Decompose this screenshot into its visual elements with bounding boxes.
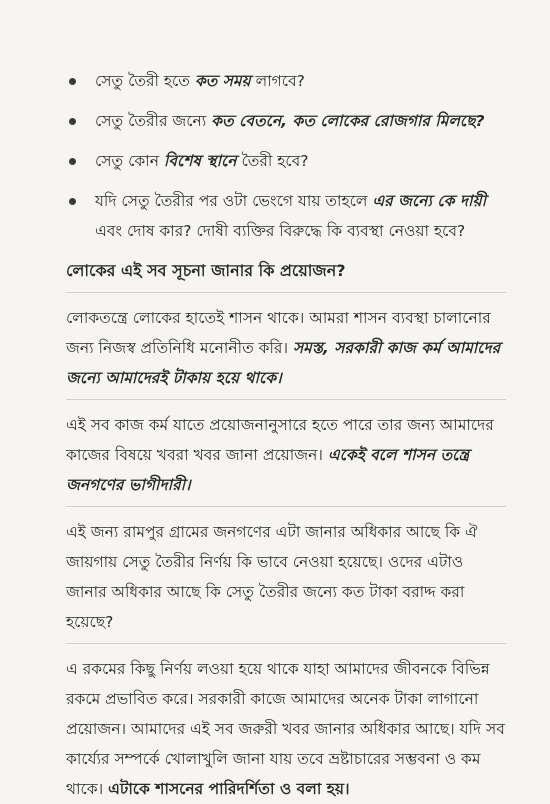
section-divider — [66, 643, 506, 644]
question-emphasis: কত সময় — [194, 72, 251, 90]
question-list — [66, 66, 506, 246]
question-text: সেতু তৈরী হতে — [95, 72, 195, 90]
question-text: যদি সেতু তৈরীর পর ওটা ভেংগে যায় তাহলে — [95, 192, 373, 210]
paragraph-rampur — [66, 517, 506, 637]
paragraph-text: এ রকমের কিছু নির্ণয় লওয়া হয়ে থাকে যাহা আমাদের জীবনকে বিভিন্ন রকমে প্রভাবিত করে। সরকারী কাজে আমাদের অনেক টাকা লাগানো প্রয়োজন। আমাদের এই সব জরুরী খবর জানার অধিকার আছে। যদি সব কার্য্যের সম্পর্কে খোলাখুলি জানা যায় তবে ভ্রষ্টাচারের সম্ভবনা ও কম থাকে। — [66, 660, 505, 798]
question-item-time — [66, 66, 506, 96]
question-text: এবং দোষ কার? দোষী ব্যক্তির বিরুদ্ধে কি ব্যবস্থা নেওয়া হবে? — [95, 222, 466, 240]
question-emphasis: এর জন্যে কে দায়ী — [372, 192, 487, 210]
question-item-location — [66, 146, 506, 176]
section-divider — [66, 506, 506, 507]
question-item-wages — [66, 106, 506, 136]
paragraph-text: এই জন্য রামপুর গ্রামের জনগণের এটা জানার অধিকার আছে কি ঐ জায়গায় সেতু তৈরীর নির্ণয় কি ভাবে নেওয়া হয়েছে। ওদের এটাও জানার অধিকার আছে কি সেতু তৈরীর জন্যে কত টাকা বরাদ্দ করা হয়েছে? — [66, 523, 478, 631]
paragraph-text: এই সব কাজ কর্ম যাতে প্রয়োজনানুসারে হতে পারে তার জন্য আমাদের কাজের বিষয়ে খবরা খবর জানা প্রয়োজন। — [66, 416, 494, 464]
question-item-responsibility — [66, 186, 506, 246]
section-divider — [66, 292, 506, 293]
question-text: সেতু কোন — [95, 152, 164, 170]
question-text: লাগবে? — [250, 72, 305, 90]
paragraph-participation — [66, 410, 506, 500]
paragraph-text: লোকতন্ত্রে লোকের হাতেই শাসন থাকে। আমরা শাসন ব্যবস্থা চালানোর জন্য নিজস্ব প্রতিনিধি মনোনীত করি। — [66, 309, 491, 357]
question-text: তৈরী হবে? — [236, 152, 309, 170]
question-text: সেতু তৈরীর জন্যে — [95, 112, 212, 130]
question-emphasis: বিশেষ স্থানে — [163, 152, 237, 170]
question-emphasis: কত বেতনে, কত লোকের রোজগার মিলছে? — [211, 112, 485, 130]
section-divider — [66, 399, 506, 400]
paragraph-transparency — [66, 654, 506, 804]
paragraph-democracy — [66, 303, 506, 393]
paragraph-emphasis: সমস্ত, সরকারী কাজ কর্ম আমাদের জন্যে আমাদেরই টাকায় হয়ে থাকে। — [66, 339, 501, 387]
paragraph-emphasis: এটাকে শাসনের পারিদর্শিতা ও বলা হয়। — [108, 780, 350, 798]
section-heading: লোকের এই সব সূচনা জানার কি প্রয়োজন? — [66, 261, 346, 280]
paragraph-emphasis: একেই বলে শাসন তন্ত্রে জনগণের ভাগীদারী। — [66, 446, 470, 494]
